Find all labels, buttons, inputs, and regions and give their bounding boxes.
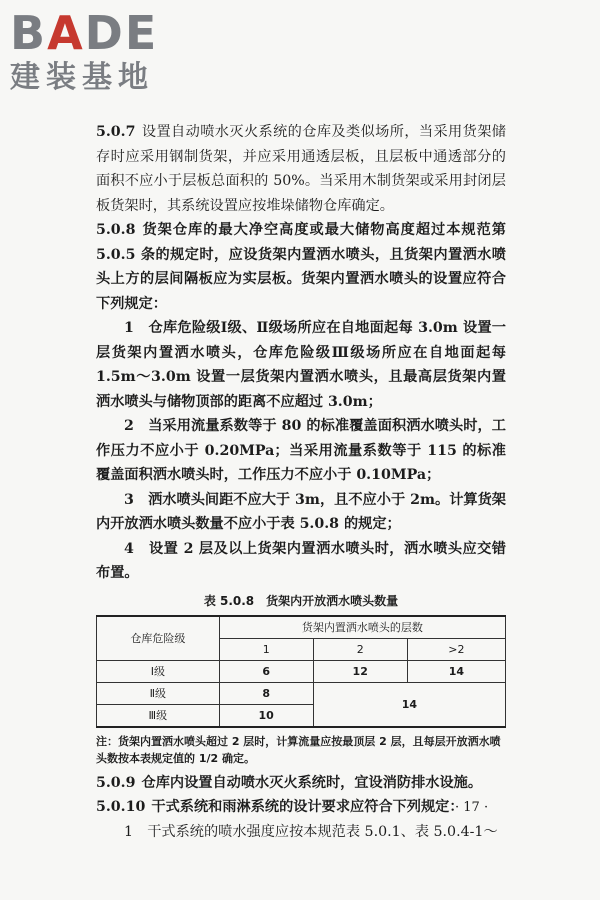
page-number: · 17 · [455, 800, 489, 815]
header-layer-1: 1 [219, 638, 313, 660]
grade-cell: Ⅰ级 [97, 660, 220, 682]
logo-subtitle: 建装基地 [10, 60, 154, 95]
clause-5-0-8-item-2: 2 当采用流量系数等于 80 的标准覆盖面积洒水喷头时，工作压力不应小于 0.20MPa；当采用流量系数等于 115 的标准覆盖面积洒水喷头时，工作压力不应小于 0.10MPa； [96, 418, 506, 483]
value-cell: 8 [219, 682, 313, 704]
table-title: 货架内开放洒水喷头数量 [266, 593, 399, 608]
clause-5-0-7 [96, 120, 506, 218]
header-layer-group: 货架内置洒水喷头的层数 [219, 616, 505, 639]
table-caption [96, 592, 506, 609]
grade-cell: Ⅲ级 [97, 704, 220, 727]
clause-number: 5.0.7 [96, 124, 136, 140]
header-layer-2: 2 [313, 638, 407, 660]
clause-text: 货架仓库的最大净空高度或最大储物高度超过本规范第 5.0.5 条的规定时，应设货架内置洒水喷头，且货架内置洒水喷头上方的层间隔板应为实层板。货架内置洒水喷头的设置应符合下列规定： [96, 222, 506, 312]
clause-text: 干式系统和雨淋系统的设计要求应符合下列规定： [151, 799, 464, 815]
table-row [97, 682, 506, 704]
table-number: 表 5.0.8 [203, 593, 255, 608]
value-cell: 12 [313, 660, 407, 682]
table-note: 注：货架内置洒水喷头超过 2 层时，计算流量应按最顶层 2 层，且每层开放洒水喷头数按本表规定值的 1/2 确定。 [96, 734, 501, 765]
logo-wordmark: BADE [10, 6, 159, 60]
merged-value-cell: 14 [313, 682, 505, 727]
header-hazard-grade: 仓库危险级 [97, 616, 220, 661]
clause-5-0-9 [96, 771, 506, 796]
clause-text: 设置自动喷水灭火系统的仓库及类似场所，当采用货架储存时应采用钢制货架，并应采用通透层板，且层板中通透部分的面积不应小于层板总面积的 50%。当采用木制货架或采用封闭层板货架时，其系统设置应按堆垛储物仓库确定。 [96, 124, 506, 214]
value-cell: 6 [219, 660, 313, 682]
clause-5-0-8 [96, 218, 506, 316]
header-layer-gt2: >2 [407, 638, 505, 660]
clause-5-0-10 [96, 795, 506, 820]
value-cell: 10 [219, 704, 313, 727]
clause-number: 5.0.10 [96, 799, 146, 815]
table-row [97, 660, 506, 682]
clause-5-0-8-item-3: 3 洒水喷头间距不应大于 3m，且不应小于 2m。计算货架内开放洒水喷头数量不应小于表 5.0.8 的规定； [96, 491, 506, 532]
grade-cell: Ⅱ级 [97, 682, 220, 704]
clause-5-0-10-item-1: 1 干式系统的喷水强度应按本规范表 5.0.1、表 5.0.4-1～ [124, 823, 498, 840]
document-body [96, 120, 506, 844]
clause-number: 5.0.9 [96, 774, 136, 791]
clause-text: 仓库内设置自动喷水灭火系统时，宜设消防排水设施。 [141, 774, 483, 791]
value-cell: 14 [407, 660, 505, 682]
sprinkler-count-table [96, 615, 506, 728]
bade-logo [10, 8, 180, 96]
clause-5-0-8-item-1: 1 仓库危险级Ⅰ级、Ⅱ级场所应在自地面起每 3.0m 设置一层货架内置洒水喷头，仓库危险级Ⅲ级场所应在自地面起每 1.5m～3.0m 设置一层货架内置洒水喷头，且最高层货架内置洒水喷头与储物顶部的距离不应超过 3.0m； [96, 320, 506, 410]
clause-5-0-8-item-4: 4 设置 2 层及以上货架内置洒水喷头时，洒水喷头应交错布置。 [96, 540, 506, 581]
clause-number: 5.0.8 [96, 222, 136, 238]
